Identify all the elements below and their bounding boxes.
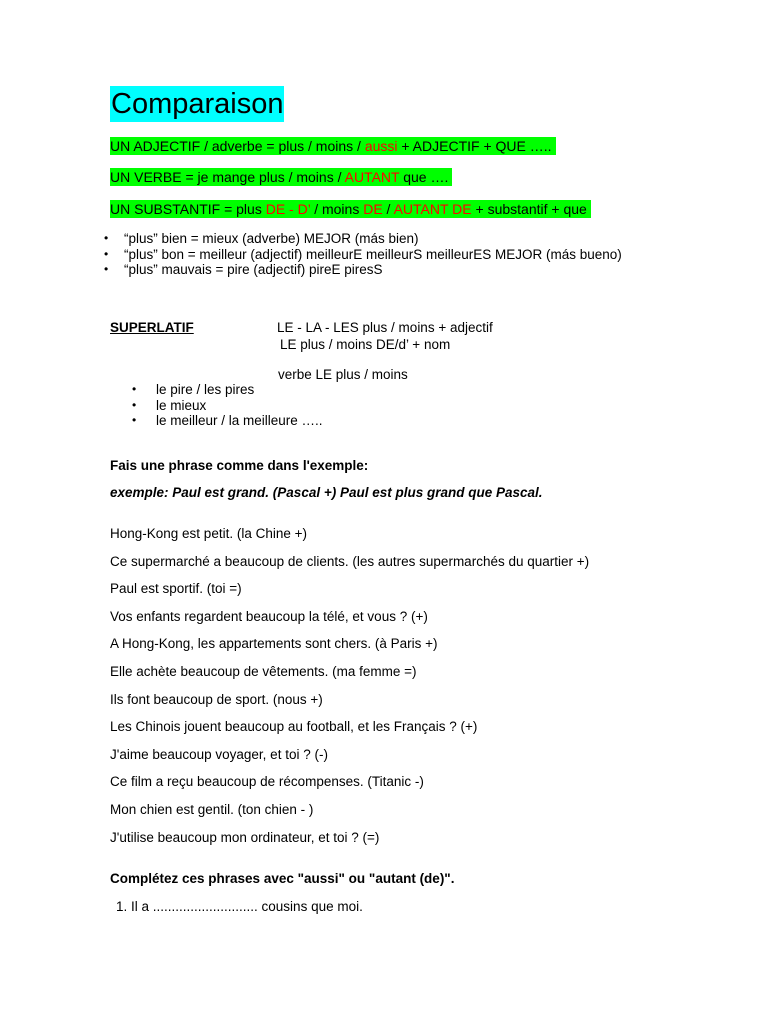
superlatif-bullets bbox=[132, 382, 323, 429]
list-item: • le meilleur / la meilleure ….. bbox=[132, 413, 323, 429]
list-item: • le mieux bbox=[132, 398, 323, 414]
exercise-1-instruction: Fais une phrase comme dans l'exemple: bbox=[110, 458, 369, 473]
exercise-sentence: A Hong-Kong, les appartements sont chers. (à Paris +) bbox=[110, 636, 438, 651]
list-item: • le pire / les pires bbox=[132, 382, 323, 398]
exercise-sentence: Paul est sportif. (toi =) bbox=[110, 581, 242, 596]
exercise-1-example: exemple: Paul est grand. (Pascal +) Paul est plus grand que Pascal. bbox=[110, 485, 543, 500]
exercise-sentence: Vos enfants regardent beaucoup la télé, et vous ? (+) bbox=[110, 609, 428, 624]
comparison-bullets bbox=[104, 231, 664, 278]
exercise-sentence: Hong-Kong est petit. (la Chine +) bbox=[110, 526, 307, 541]
exercise-sentence: Ce supermarché a beaucoup de clients. (les autres supermarchés du quartier +) bbox=[110, 554, 590, 569]
superlatif-line-2: LE plus / moins DE/d’ + nom bbox=[280, 337, 451, 352]
rule-adjectif: UN ADJECTIF / adverbe = plus / moins / aussi + ADJECTIF + QUE ….. bbox=[110, 137, 556, 155]
page-title: Comparaison bbox=[111, 88, 284, 120]
exercise-2-instruction: Complétez ces phrases avec "aussi" ou "autant (de)". bbox=[110, 871, 455, 886]
superlatif-heading: SUPERLATIF bbox=[110, 320, 194, 335]
exercise-sentence: J'aime beaucoup voyager, et toi ? (-) bbox=[110, 747, 328, 762]
exercise-2-item: 1. Il a ............................ cousins que moi. bbox=[116, 899, 363, 914]
exercise-sentence: J'utilise beaucoup mon ordinateur, et toi ? (=) bbox=[110, 830, 380, 845]
superlatif-line-3: verbe LE plus / moins bbox=[278, 367, 408, 382]
list-item: • “plus” mauvais = pire (adjectif) pireE piresS bbox=[104, 262, 664, 278]
exercise-sentence: Mon chien est gentil. (ton chien - ) bbox=[110, 802, 314, 817]
list-item: • “plus” bon = meilleur (adjectif) meilleurE meilleurS meilleurES MEJOR (más bueno) bbox=[104, 247, 664, 263]
list-item: • “plus” bien = mieux (adverbe) MEJOR (más bien) bbox=[104, 231, 664, 247]
rule-verbe: UN VERBE = je mange plus / moins / AUTANT que …. bbox=[110, 168, 452, 186]
exercise-sentence: Ce film a reçu beaucoup de récompenses. (Titanic -) bbox=[110, 774, 424, 789]
exercise-sentence: Les Chinois jouent beaucoup au football, et les Français ? (+) bbox=[110, 719, 478, 734]
superlatif-line-1: LE - LA - LES plus / moins + adjectif bbox=[277, 320, 493, 335]
exercise-sentence: Ils font beaucoup de sport. (nous +) bbox=[110, 692, 323, 707]
rule-substantif: UN SUBSTANTIF = plus DE - D’ / moins DE / AUTANT DE + substantif + que bbox=[110, 200, 591, 218]
exercise-sentence: Elle achète beaucoup de vêtements. (ma femme =) bbox=[110, 664, 417, 679]
